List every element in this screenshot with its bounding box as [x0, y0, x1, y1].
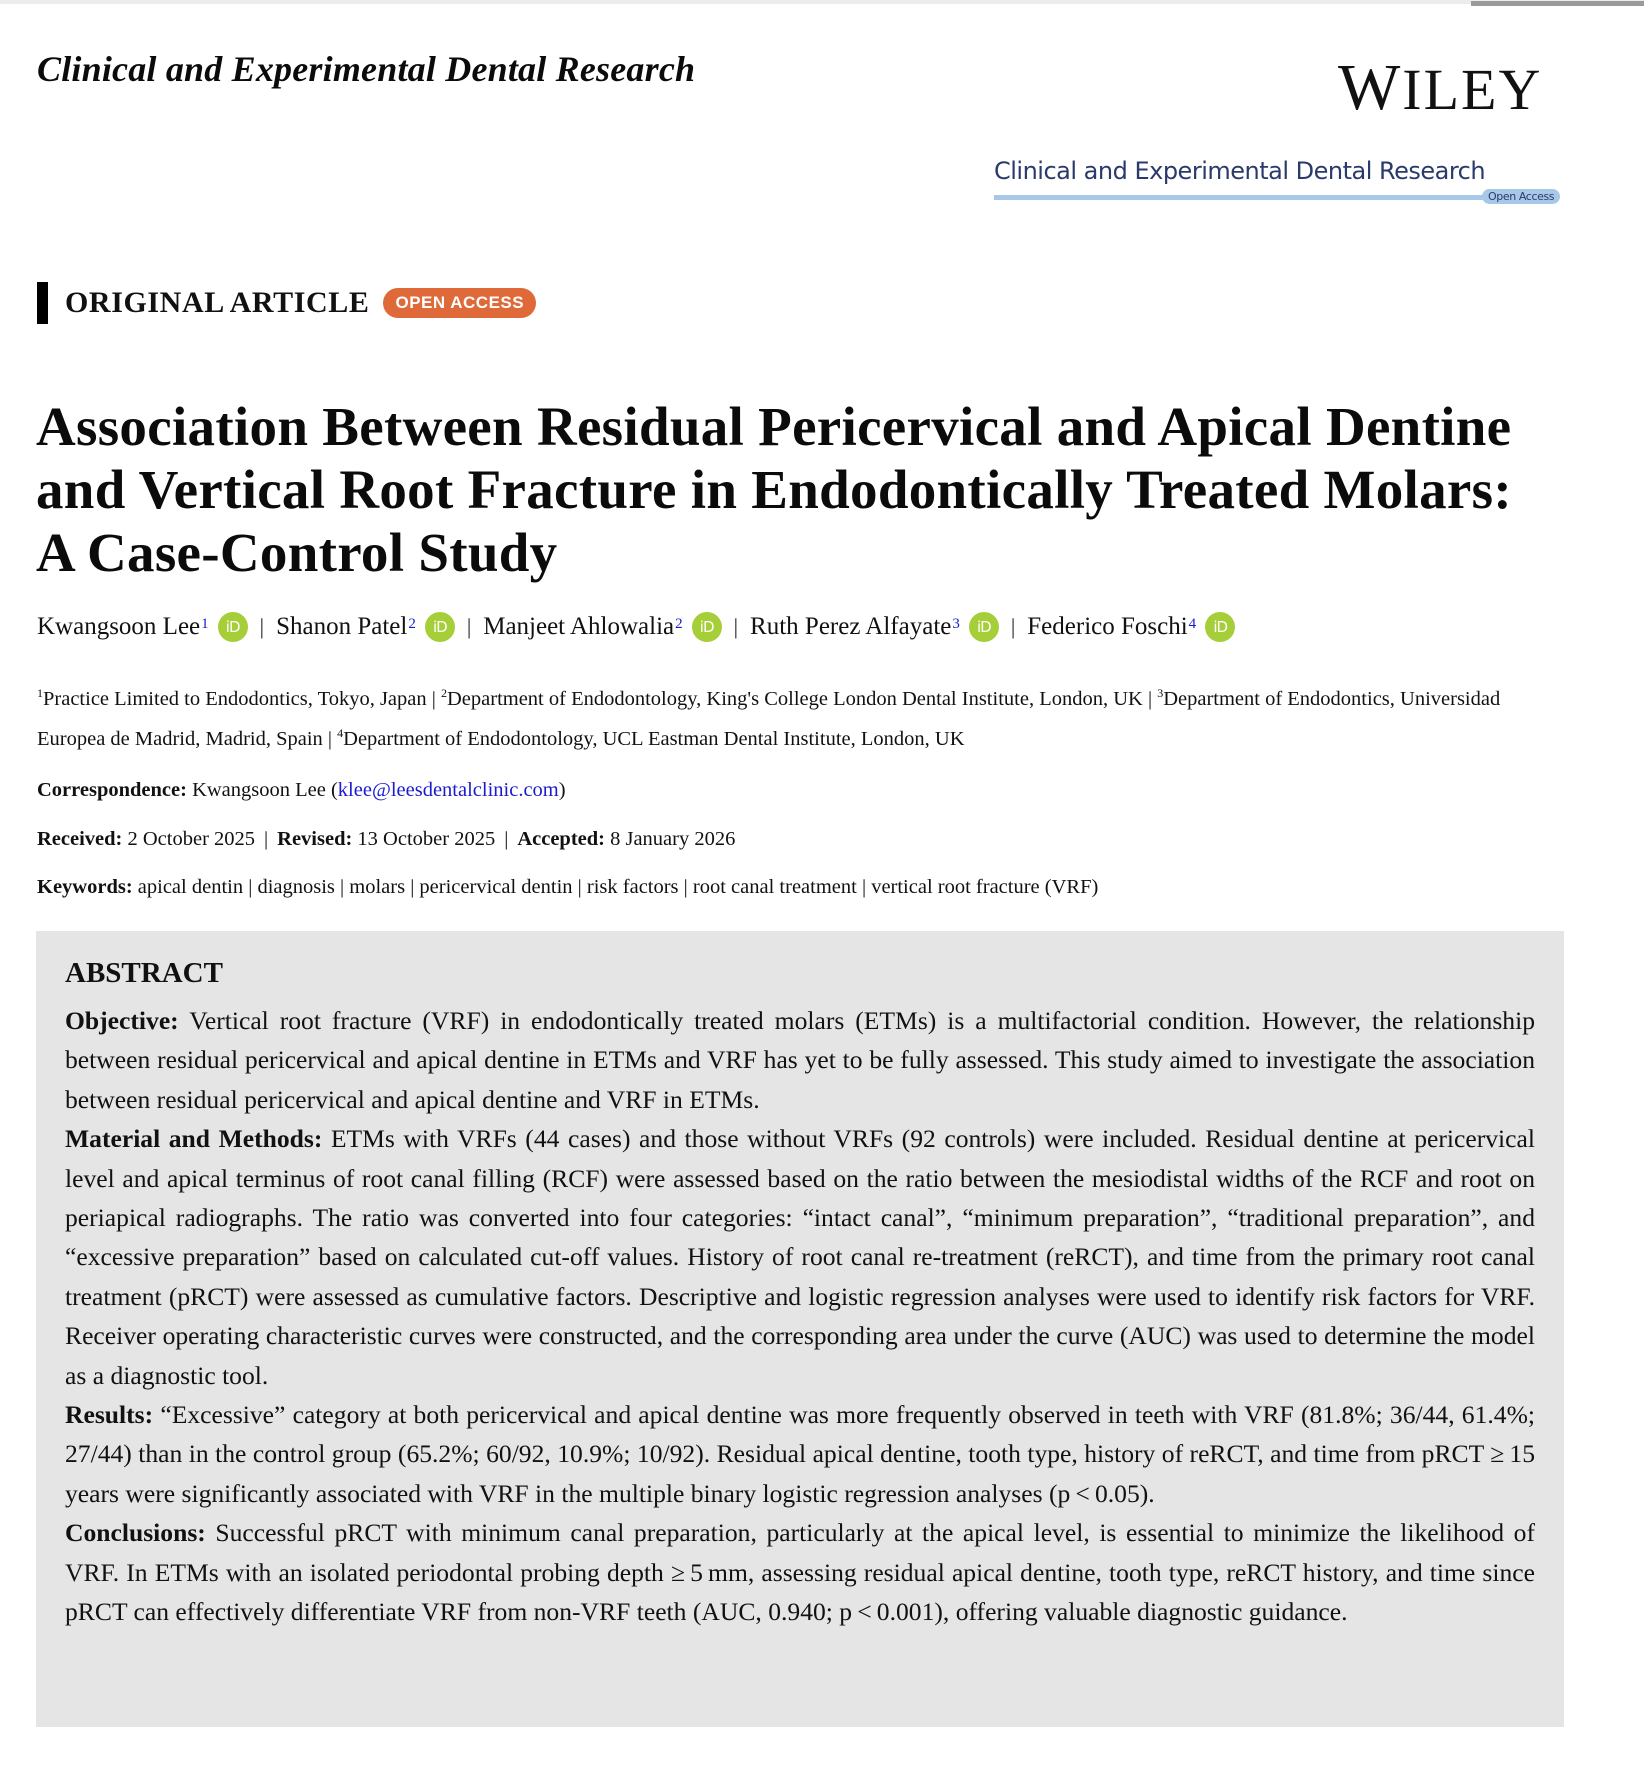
- affiliation-separator: |: [1142, 687, 1158, 710]
- revised-date: 13 October 2025: [357, 828, 496, 850]
- affiliation-number: 2: [440, 686, 447, 700]
- keyword-separator: |: [405, 876, 420, 898]
- abstract-section: [65, 1119, 1535, 1395]
- affiliation-ref[interactable]: 4: [1188, 615, 1197, 632]
- keyword: vertical root fracture (VRF): [871, 876, 1099, 898]
- abstract-body: [65, 1001, 1535, 1632]
- keyword-separator: |: [678, 876, 693, 898]
- top-border: [0, 0, 1644, 4]
- keywords-label: Keywords:: [37, 876, 133, 898]
- revised-label: Revised:: [277, 828, 353, 850]
- orcid-icon[interactable]: iD: [218, 612, 248, 642]
- author-separator: |: [1010, 614, 1016, 639]
- article-type-label: ORIGINAL ARTICLE: [65, 286, 370, 319]
- abstract-section-label: Conclusions:: [65, 1518, 206, 1548]
- scroll-indicator[interactable]: [1471, 1, 1644, 6]
- affiliation-ref[interactable]: 2: [408, 615, 416, 632]
- abstract-section-label: Material and Methods:: [65, 1124, 323, 1154]
- abstract-section-label: Objective:: [65, 1006, 179, 1035]
- affiliation: Department of Endodontology, King's College London Dental Institute, London, UK: [446, 687, 1143, 710]
- received-date: 2 October 2025: [127, 828, 256, 850]
- author-name[interactable]: Federico Foschi: [1027, 613, 1188, 640]
- abstract-section-label: Results:: [65, 1400, 154, 1430]
- correspondence-email-link[interactable]: klee@leesdentalclinic.com: [337, 779, 559, 801]
- wiley-logo[interactable]: [1338, 50, 1542, 126]
- abstract-box: [36, 931, 1564, 1727]
- accepted-label: Accepted:: [517, 828, 605, 850]
- affiliation-ref[interactable]: 2: [675, 615, 683, 632]
- keyword-separator: |: [334, 876, 350, 898]
- abstract-section-text: ETMs with VRFs (44 cases) and those without VRFs (92 controls) were included. Residual dentine at pericervical level and apical terminus of root canal filling (RCF) were assessed based on the ratio between the mesiodistal widths of the RCF and root on periapical radiographs. The ratio was converted into four categories: “intact canal”, “minimum preparation”, “traditional preparation”, and “excessive preparation” based on calculated cut-off values. History of root canal re-treatment (reRCT), and time from the primary root canal treatment (pRCT) were assessed as cumulative factors. Descriptive and logistic regression analyses were used to identify risk factors for VRF. Receiver operating characteristic curves were constructed, and the corresponding area under the curve (AUC) was used to determine the model as a diagnostic tool.: [65, 1124, 1535, 1390]
- affiliation-ref[interactable]: 3: [952, 615, 960, 632]
- affiliation-separator: |: [426, 687, 441, 710]
- keyword-separator: |: [572, 876, 587, 898]
- author-list: [37, 612, 1235, 642]
- abstract-section-text: “Excessive” category at both pericervical and apical dentine was more frequently observed in teeth with VRF (81.8%; 36/44, 61.4%; 27/44) than in the control group (65.2%; 60/92, 10.9%; 10/92). Residual apical dentine, tooth type, history of reRCT, and time from pRCT ≥ 15 years were significantly associated with VRF in the multiple binary logistic regression analyses (p < 0.05).: [65, 1400, 1535, 1508]
- affiliation: Department of Endodontology, UCL Eastman Dental Institute, London, UK: [343, 727, 965, 750]
- keywords: [37, 876, 1098, 899]
- open-access-logo-badge: Open Access: [1482, 189, 1560, 204]
- keyword-separator: |: [243, 876, 258, 898]
- author: [37, 612, 248, 642]
- affiliation-ref[interactable]: 1: [201, 615, 209, 632]
- journal-header: Clinical and Experimental Dental Research: [37, 49, 696, 89]
- affiliation: Department of Endodontics, Universidad Europea de Madrid, Madrid, Spain: [37, 687, 1501, 750]
- orcid-icon[interactable]: iD: [1205, 612, 1235, 642]
- article-dates: [37, 828, 735, 851]
- author-separator: |: [733, 614, 739, 639]
- author: [1027, 612, 1235, 642]
- author: [483, 612, 721, 642]
- keyword: apical dentin: [137, 876, 244, 898]
- keyword: pericervical dentin: [419, 876, 573, 898]
- author: [750, 612, 999, 642]
- orcid-icon[interactable]: iD: [692, 612, 722, 642]
- abstract-section: [65, 1395, 1535, 1513]
- author-separator: |: [466, 614, 472, 639]
- affiliation-number: 3: [1157, 686, 1164, 700]
- received-label: Received:: [37, 828, 123, 850]
- keyword: root canal treatment: [692, 876, 857, 898]
- separator: |: [504, 828, 509, 850]
- article-type: [37, 283, 536, 323]
- journal-logo-text: Clinical and Experimental Dental Research: [994, 157, 1486, 185]
- author-name[interactable]: Ruth Perez Alfayate: [750, 613, 952, 640]
- accepted-date: 8 January 2026: [610, 828, 736, 850]
- affiliation-separator: |: [322, 727, 338, 750]
- author-name[interactable]: Shanon Patel: [276, 613, 408, 640]
- wiley-logo-text: WILEY: [1338, 51, 1543, 124]
- author-separator: |: [259, 614, 265, 639]
- abstract-section: [65, 1001, 1535, 1119]
- orcid-icon[interactable]: iD: [969, 612, 999, 642]
- affiliation-number: 4: [337, 725, 344, 740]
- author: [276, 612, 455, 642]
- abstract-section-text: Successful pRCT with minimum canal preparation, particularly at the apical level, is essential to minimize the likelihood of VRF. In ETMs with an isolated periodontal probing depth ≥ 5 mm, assessing residual apical dentine, tooth type, reRCT history, and time since pRCT can effectively differentiate VRF from non-VRF teeth (AUC, 0.940; p < 0.001), offering valuable diagnostic guidance.: [65, 1518, 1535, 1627]
- author-name[interactable]: Manjeet Ahlowalia: [483, 613, 675, 640]
- author-name[interactable]: Kwangsoon Lee: [37, 613, 201, 640]
- keyword: diagnosis: [257, 876, 335, 898]
- keywords-list: [138, 876, 1099, 898]
- journal-logo-bar: [994, 195, 1484, 200]
- correspondence-label: Correspondence:: [37, 779, 187, 801]
- open-access-badge: OPEN ACCESS: [383, 288, 536, 318]
- keyword: molars: [349, 876, 406, 898]
- abstract-section: [65, 1513, 1535, 1631]
- article-type-bar: [37, 282, 48, 324]
- abstract-heading: ABSTRACT: [65, 957, 223, 989]
- journal-logo[interactable]: [994, 155, 1564, 215]
- keyword: risk factors: [586, 876, 679, 898]
- orcid-icon[interactable]: iD: [425, 612, 455, 642]
- affiliation-number: 1: [37, 686, 43, 700]
- affiliation: Practice Limited to Endodontics, Tokyo, Japan: [43, 687, 427, 710]
- affiliations: [37, 676, 1567, 756]
- abstract-section-text: Vertical root fracture (VRF) in endodontically treated molars (ETMs) is a multifactorial condition. However, the relationship between residual pericervical and apical dentine in ETMs and VRF has yet to be fully assessed. This study aimed to investigate the association between residual pericervical and apical dentine and VRF in ETMs.: [65, 1006, 1536, 1114]
- correspondence-name: Kwangsoon Lee: [192, 779, 326, 801]
- article-title: Association Between Residual Pericervical and Apical Dentine and Vertical Root Fracture in Endodontically Treated Molars: A Case-Control Study: [36, 396, 1512, 583]
- keyword-separator: |: [856, 876, 872, 898]
- correspondence: Correspondence: Kwangsoon Lee (klee@leesdentalclinic.com): [37, 779, 566, 801]
- separator: |: [264, 828, 269, 850]
